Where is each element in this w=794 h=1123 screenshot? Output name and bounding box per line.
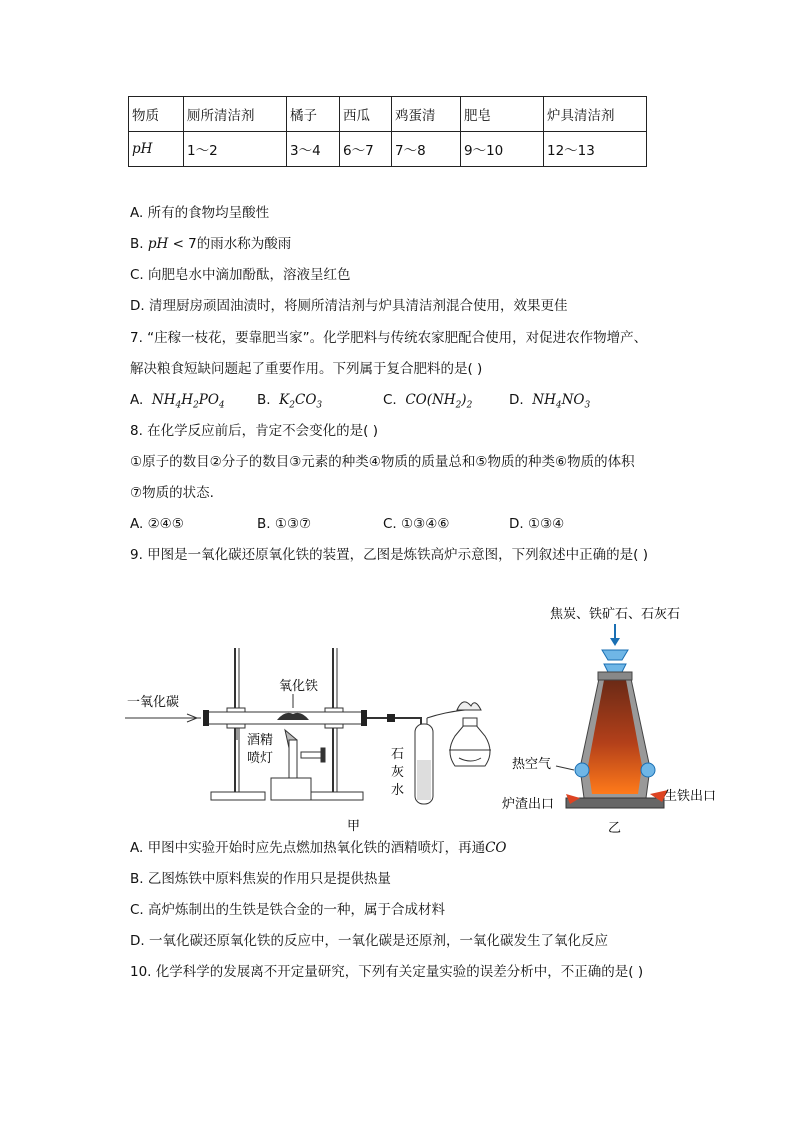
figure-jia-apparatus xyxy=(125,640,495,840)
q6-option-d: D. 清理厨房顽固油渍时，将厕所清洁剂与炉具清洁剂混合使用，效果更佳 xyxy=(130,298,568,314)
formula-nh4no3: $NH_4NO_3$ xyxy=(532,392,591,411)
table-cell: 12～13 xyxy=(544,132,647,167)
q7-option-c xyxy=(383,390,472,416)
q6-option-b xyxy=(130,234,291,254)
formula-k2co3: $K_2CO_3$ xyxy=(279,392,323,411)
formula-nh4h2po4: $NH_4H_2PO_4$ xyxy=(151,392,225,411)
tuyere-left xyxy=(575,763,589,777)
label-fe2o3: 氧化铁 xyxy=(279,679,319,694)
tuyere-right xyxy=(641,763,655,777)
q10-stem: 10. 化学科学的发展离不开定量研究，下列有关定量实验的误差分析中，不正确的是( ) xyxy=(130,964,644,980)
stopper-left xyxy=(203,710,209,726)
arrow-icon xyxy=(610,638,620,646)
table-cell: 橘子 xyxy=(287,97,340,132)
label-lamp-2: 喷灯 xyxy=(247,751,274,766)
ph-table xyxy=(128,96,647,167)
q7-option-d xyxy=(509,390,590,416)
figure-yi-blast-furnace xyxy=(500,598,730,838)
table-cell: 9～10 xyxy=(461,132,544,167)
exhaust-tube xyxy=(427,710,465,718)
table-row xyxy=(129,97,647,132)
formula-urea: $CO(NH_2)_2$ xyxy=(405,392,473,411)
feed-bell xyxy=(604,664,626,672)
q8-option-c: C. ①③④⑥ xyxy=(383,516,450,532)
option-label: D. xyxy=(509,392,524,408)
q8-option-b: B. ①③⑦ xyxy=(257,516,312,532)
alcohol-lamp xyxy=(450,724,490,766)
label-limewater: 灰 xyxy=(391,765,405,780)
table-cell: 厕所清洁剂 xyxy=(184,97,287,132)
option-label: C. xyxy=(383,392,397,408)
stopper-right xyxy=(361,710,367,726)
option-text: A. 甲图中实验开始时应先点燃加热氧化铁的酒精喷灯，再通 xyxy=(130,840,486,856)
tube-joint xyxy=(387,714,395,722)
caption-yi: 乙 xyxy=(608,821,622,836)
label-limewater: 石 xyxy=(391,747,405,762)
q8-items-line1: ①原子的数目②分子的数目③元素的种类④物质的质量总和⑤物质的种类⑥物质的体积 xyxy=(130,454,635,470)
formula-co: CO xyxy=(485,840,507,856)
alcohol-blowtorch xyxy=(271,730,325,800)
option-text: < 7的雨水称为酸雨 xyxy=(168,236,292,252)
label-iron-outlet: 生铁出口 xyxy=(664,789,717,804)
label-limewater: 水 xyxy=(391,783,405,798)
q9-option-d: D. 一氧化碳还原氧化铁的反应中，一氧化碳是还原剂，一氧化碳发生了氧化反应 xyxy=(130,933,608,949)
q6-option-c: C. 向肥皂水中滴加酚酞，溶液呈红色 xyxy=(130,267,351,283)
table-cell: 物质 xyxy=(129,97,184,132)
label-raw-materials: 焦炭、铁矿石、石灰石 xyxy=(550,607,681,622)
table-cell: 3～4 xyxy=(287,132,340,167)
option-label: B. xyxy=(130,236,148,252)
label-co: 一氧化碳 xyxy=(127,695,180,710)
flame xyxy=(457,702,481,710)
table-cell: 1～2 xyxy=(184,132,287,167)
table-cell: 西瓜 xyxy=(340,97,392,132)
limewater xyxy=(417,760,431,800)
q8-option-a: A. ②④⑤ xyxy=(130,516,184,532)
q8-items-line2: ⑦物质的状态. xyxy=(130,485,214,501)
leader-line xyxy=(556,766,574,770)
label-lamp-1: 酒精 xyxy=(247,733,274,748)
option-label: B. xyxy=(257,392,271,408)
q9-option-a xyxy=(130,838,507,858)
option-label: A. xyxy=(130,392,144,408)
q7-option-a xyxy=(130,390,225,416)
table-cell: pH xyxy=(129,132,184,167)
table-cell: 7～8 xyxy=(392,132,461,167)
label-hot-air: 热空气 xyxy=(512,757,552,772)
table-row xyxy=(129,132,647,167)
table-cell: 6～7 xyxy=(340,132,392,167)
label-slag-outlet: 炉渣出口 xyxy=(502,797,555,812)
q7-stem-line1: 7. “庄稼一枝花，要靠肥当家”。化学肥料与传统农家肥配合使用，对促进农作物增产、 xyxy=(130,330,648,346)
caption-jia: 甲 xyxy=(347,819,361,834)
table-cell: 肥皂 xyxy=(461,97,544,132)
table-cell: 鸡蛋清 xyxy=(392,97,461,132)
q8-stem: 8. 在化学反应前后，肯定不会变化的是( ) xyxy=(130,423,378,439)
q9-option-c: C. 高炉炼制出的生铁是铁合金的一种，属于合成材料 xyxy=(130,902,446,918)
q7-stem-line2: 解决粮食短缺问题起了重要作用。下列属于复合肥料的是( ) xyxy=(130,361,483,377)
q9-stem: 9. 甲图是一氧化碳还原氧化铁的装置，乙图是炼铁高炉示意图，下列叙述中正确的是( ) xyxy=(130,547,648,563)
furnace-base xyxy=(566,798,664,808)
q7-option-b xyxy=(257,390,322,416)
q9-option-b: B. 乙图炼铁中原料焦炭的作用只是提供热量 xyxy=(130,871,391,887)
q8-option-d: D. ①③④ xyxy=(509,516,565,532)
lamp-wick-holder xyxy=(463,718,477,726)
q6-option-a: A. 所有的食物均呈酸性 xyxy=(130,205,270,221)
ph-symbol: pH xyxy=(147,236,169,252)
table-cell: 炉具清洁剂 xyxy=(544,97,647,132)
furnace-throat xyxy=(598,672,632,680)
feed-hopper xyxy=(602,650,628,660)
